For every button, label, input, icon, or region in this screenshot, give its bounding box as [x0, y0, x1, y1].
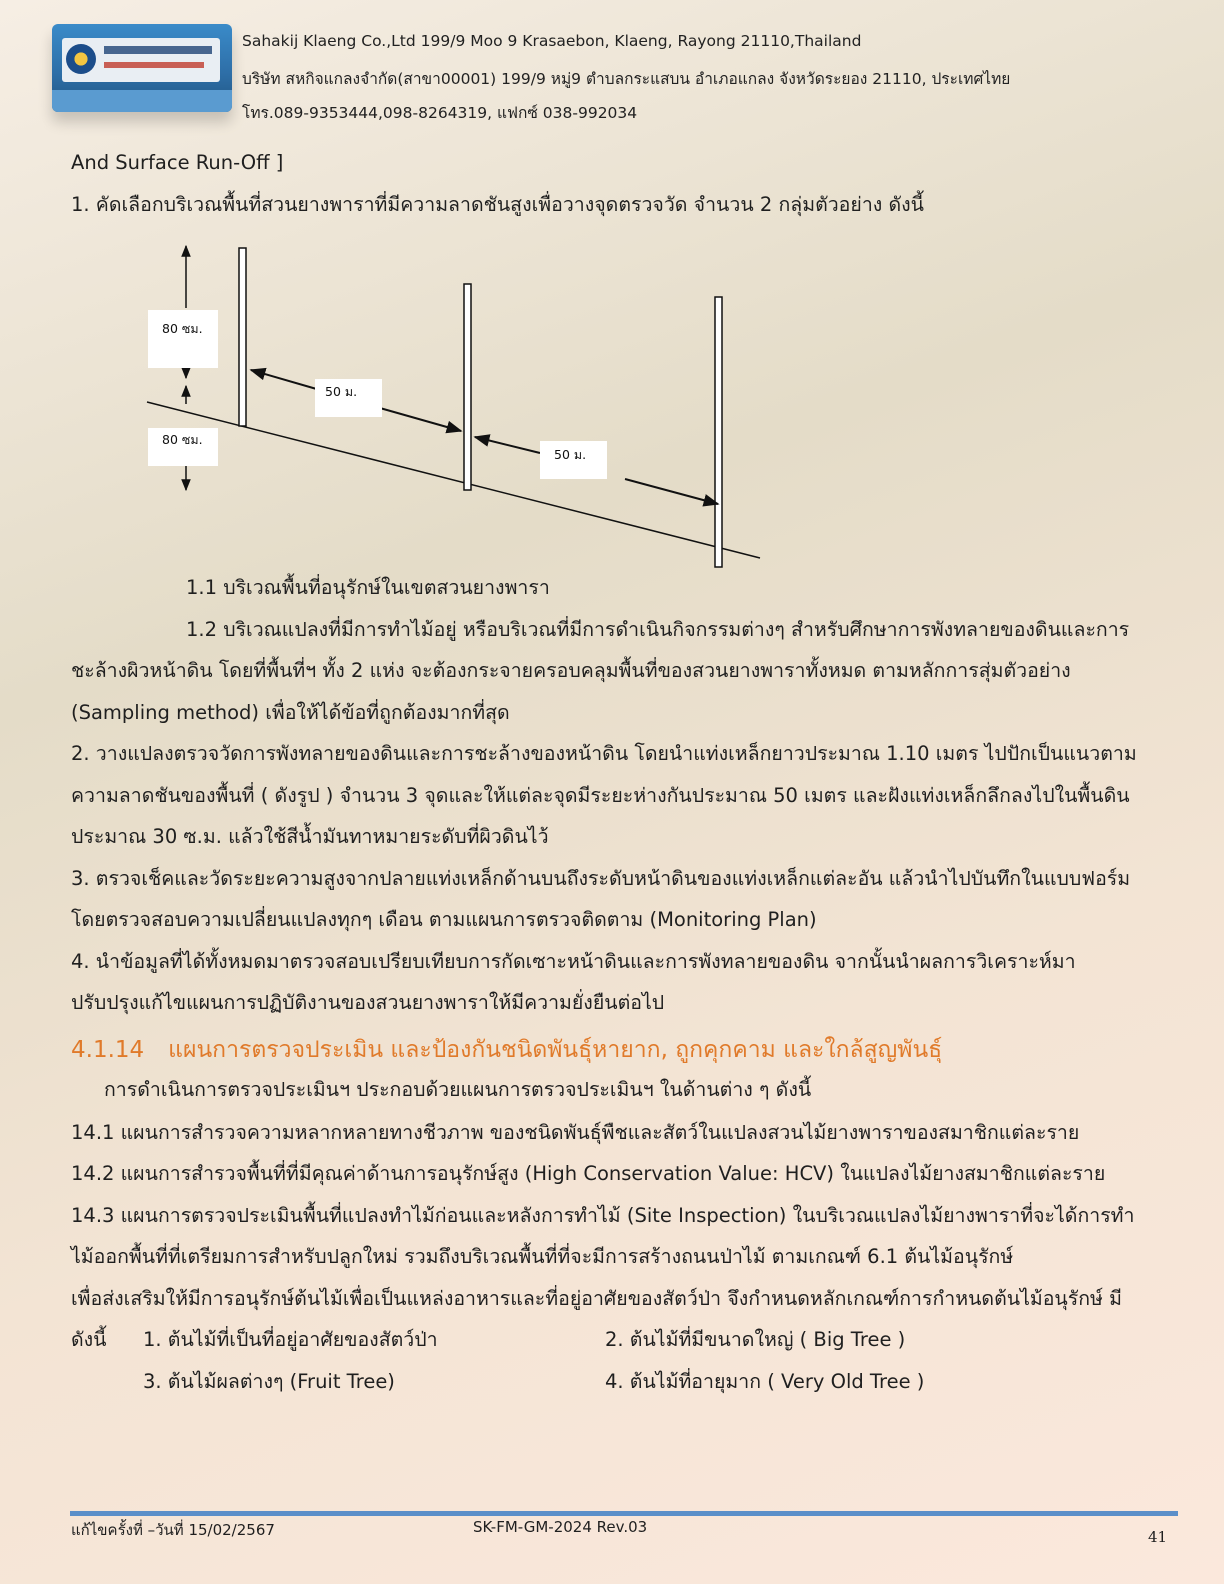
- steel-pin-2: [464, 284, 471, 490]
- text-1-2-line1: 1.2 บริเวณแปลงที่มีการทำไม้อยู่ หรือบริเวณที่มีการดำเนินกิจกรรมต่างๆ สำหรับศึกษาการพังทลายของดินและการ: [186, 618, 1130, 641]
- text-step-2-line2: ความลาดชันของพื้นที่ ( ดังรูป ) จำนวน 3 จุดและให้แต่ละจุดมีระยะห่างกันประมาณ 50 เมตร และฝังแท่งเหล็กลึกลงไปในพื้นดิน: [71, 784, 1130, 807]
- plan-14-1: 14.1 แผนการสำรวจความหลากหลายทางชีวภาพ ของชนิดพันธุ์พืชและสัตว์ในแปลงสวนไม้ยางพาราของสมาชิกแต่ละราย: [71, 1121, 1080, 1144]
- logo-base: [52, 90, 232, 112]
- text-1-2-line2: ชะล้างผิวหน้าดิน โดยที่พื้นที่ฯ ทั้ง 2 แห่ง จะต้องกระจายครอบคลุมพื้นที่ของสวนยางพาราทั้งหมด ตามหลักการสุ่มตัวอย่าง: [71, 659, 1071, 682]
- text-run-off: And Surface Run-Off ]: [71, 151, 284, 174]
- text-1-2-line3: (Sampling method) เพื่อให้ได้ข้อที่ถูกต้องมากที่สุด: [71, 701, 510, 724]
- label-distance-2: 50 ม.: [554, 447, 587, 462]
- criteria-lead: ดังนี้: [71, 1328, 107, 1351]
- section-title: แผนการตรวจประเมิน และป้องกันชนิดพันธุ์หายาก, ถูกคุกคาม และใกล้สูญพันธุ์: [168, 1037, 943, 1063]
- logo-seal-icon: [66, 44, 96, 74]
- label-distance-1: 50 ม.: [325, 384, 358, 399]
- criteria-3: 3. ต้นไม้ผลต่างๆ (Fruit Tree): [143, 1370, 395, 1393]
- text-step-2-line1: 2. วางแปลงตรวจวัดการพังทลายของดินและการชะล้างของหน้าดิน โดยนำแท่งเหล็กยาวประมาณ 1.10 เมตร ไปปักเป็นแนวตาม: [71, 742, 1137, 765]
- distance-arrow-2b: [625, 479, 718, 504]
- steel-pin-3: [715, 297, 722, 567]
- steel-pin-1: [239, 248, 246, 426]
- header-contact: โทร.089-9353444,098-8264319, แฟกซ์ 038-992034: [242, 104, 638, 122]
- section-heading: [71, 1032, 942, 1068]
- erosion-pin-diagram: [140, 236, 780, 576]
- plan-14-2: 14.2 แผนการสำรวจพื้นที่ที่มีคุณค่าด้านการอนุรักษ์สูง (High Conservation Value: HCV) ในแปลงไม้ยางสมาชิกแต่ละราย: [71, 1162, 1106, 1185]
- distance-arrow-2a: [475, 437, 540, 453]
- footer-doc-code: SK-FM-GM-2024 Rev.03: [473, 1518, 648, 1536]
- footer-divider: [70, 1511, 1178, 1516]
- text-step-1: 1. คัดเลือกบริเวณพื้นที่สวนยางพาราที่มีความลาดชันสูงเพื่อวางจุดตรวจวัด จำนวน 2 กลุ่มตัวอย่าง ดังนี้: [71, 193, 925, 216]
- plan-14-3-line2: ไม้ออกพื้นที่ที่เตรียมการสำหรับปลูกใหม่ รวมถึงบริเวณพื้นที่ที่จะมีการสร้างถนนป่าไม้ ตามเกณฑ์ 6.1 ต้นไม้อนุรักษ์: [71, 1245, 1014, 1268]
- label-depth-bottom: 80 ซม.: [162, 432, 203, 447]
- section-intro: การดำเนินการตรวจประเมินฯ ประกอบด้วยแผนการตรวจประเมินฯ ในด้านต่าง ๆ ดังนี้: [104, 1078, 812, 1101]
- logo-lettering-sub: [104, 62, 204, 68]
- text-1-1: 1.1 บริเวณพื้นที่อนุรักษ์ในเขตสวนยางพารา: [186, 576, 550, 599]
- header-address-th: บริษัท สหกิจแกลงจำกัด(สาขา00001) 199/9 หมู่9 ตำบลกระแสบน อำเภอแกลง จังหวัดระยอง 21110, ประเทศไทย: [242, 70, 1011, 88]
- distance-arrow-1b: [380, 408, 461, 431]
- text-step-4-line2: ปรับปรุงแก้ไขแผนการปฏิบัติงานของสวนยางพาราให้มีความยั่งยืนต่อไป: [71, 991, 665, 1014]
- text-step-2-line3: ประมาณ 30 ซ.ม. แล้วใช้สีน้ำมันทาหมายระดับที่ผิวดินไว้: [71, 825, 549, 848]
- logo-lettering: [104, 46, 212, 54]
- page-number: 41: [1148, 1528, 1168, 1546]
- distance-arrow-1a: [251, 370, 320, 390]
- text-step-3-line2: โดยตรวจสอบความเปลี่ยนแปลงทุกๆ เดือน ตามแผนการตรวจติดตาม (Monitoring Plan): [71, 908, 817, 931]
- criteria-4: 4. ต้นไม้ที่อายุมาก ( Very Old Tree ): [605, 1370, 925, 1393]
- text-step-3-line1: 3. ตรวจเช็คและวัดระยะความสูงจากปลายแท่งเหล็กด้านบนถึงระดับหน้าดินของแท่งเหล็กแต่ละอัน แล้วนำไปบันทึกในแบบฟอร์ม: [71, 867, 1131, 890]
- criteria-1: 1. ต้นไม้ที่เป็นที่อยู่อาศัยของสัตว์ป่า: [143, 1328, 438, 1351]
- plan-14-3-line3: เพื่อส่งเสริมให้มีการอนุรักษ์ต้นไม้เพื่อเป็นแหล่งอาหารและที่อยู่อาศัยของสัตว์ป่า จึงกำหนดหลักเกณฑ์การกำหนดต้นไม้อนุรักษ์ มี: [71, 1287, 1122, 1310]
- section-number: 4.1.14: [71, 1037, 145, 1063]
- footer-revision: แก้ไขครั้งที่ –วันที่ 15/02/2567: [71, 1521, 275, 1539]
- label-height-top: 80 ซม.: [162, 321, 203, 336]
- header-address-en: Sahakij Klaeng Co.,Ltd 199/9 Moo 9 Krasaebon, Klaeng, Rayong 21110,Thailand: [242, 32, 862, 50]
- text-step-4-line1: 4. นำข้อมูลที่ได้ทั้งหมดมาตรวจสอบเปรียบเทียบการกัดเซาะหน้าดินและการพังทลายของดิน จากนั้นนำผลการวิเคราะห์มา: [71, 950, 1076, 973]
- criteria-2: 2. ต้นไม้ที่มีขนาดใหญ่ ( Big Tree ): [605, 1328, 906, 1351]
- label-box-top: [148, 310, 218, 368]
- plan-14-3-line1: 14.3 แผนการตรวจประเมินพื้นที่แปลงทำไม้ก่อนและหลังการทำไม้ (Site Inspection) ในบริเวณแปลงไม้ยางพาราที่จะได้การทำ: [71, 1204, 1135, 1227]
- company-logo: [52, 24, 232, 112]
